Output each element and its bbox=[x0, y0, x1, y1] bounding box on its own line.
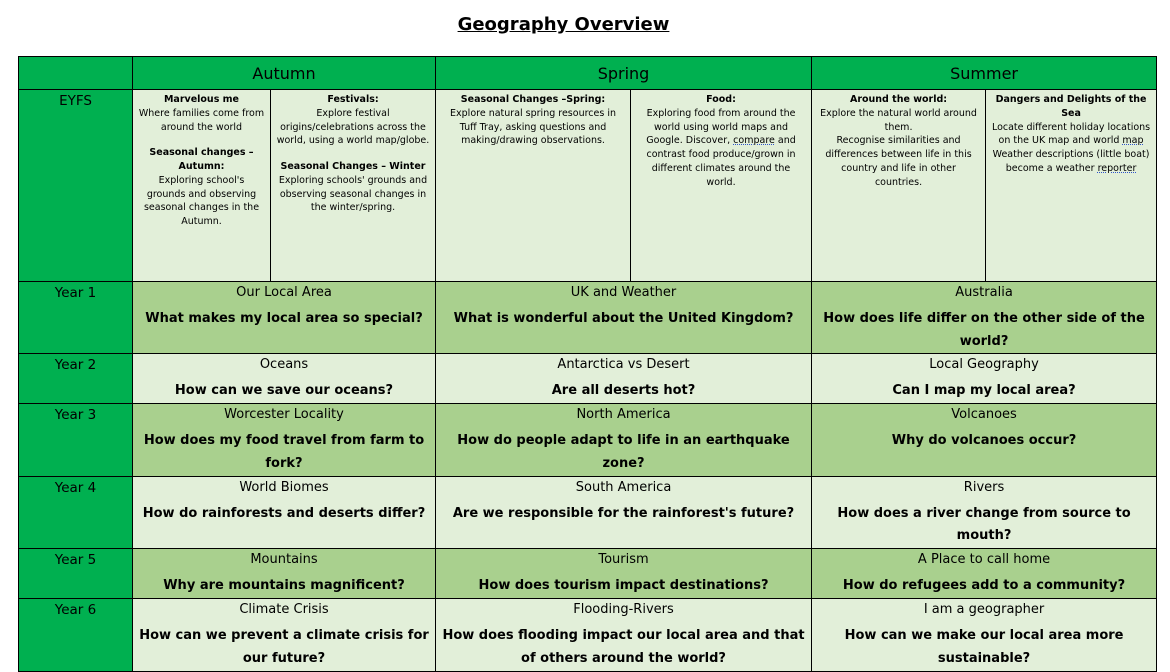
unit-topic: Climate Crisis bbox=[239, 602, 329, 618]
unit-topic: World Biomes bbox=[239, 479, 329, 495]
eyfs-text: Exploring food from around the world using world maps and Google. Discover, bbox=[646, 107, 796, 147]
eyfs-heading: Around the world: bbox=[849, 94, 948, 105]
unit-question: Are all deserts hot? bbox=[551, 383, 696, 399]
unit-question: How does my food travel from farm to fork? bbox=[143, 433, 425, 472]
eyfs-text: Locate different holiday locations on the UK map and world bbox=[991, 121, 1151, 147]
unit-topic: Tourism bbox=[598, 552, 649, 568]
eyfs-spring-2 bbox=[631, 90, 812, 282]
summer-unit bbox=[812, 404, 1157, 476]
eyfs-summer-1 bbox=[812, 90, 986, 282]
unit-question: How can we save our oceans? bbox=[174, 383, 394, 399]
unit-question: How does life differ on the other side of the world? bbox=[823, 310, 1145, 349]
corner-cell bbox=[19, 57, 133, 90]
unit-topic: South America bbox=[575, 479, 672, 495]
unit-topic: Volcanoes bbox=[951, 407, 1017, 423]
unit-topic: Australia bbox=[955, 285, 1013, 300]
summer-unit bbox=[812, 282, 1157, 354]
eyfs-heading: Marvelous me bbox=[163, 94, 240, 105]
summer-unit bbox=[812, 354, 1157, 404]
year-label-eyfs: EYFS bbox=[19, 90, 133, 282]
unit-question: Why do volcanoes occur? bbox=[891, 433, 1077, 449]
summer-unit bbox=[812, 549, 1157, 599]
spring-unit bbox=[436, 599, 812, 671]
eyfs-text-reporter: reporter bbox=[1097, 162, 1137, 174]
geography-overview-table bbox=[18, 56, 1157, 672]
unit-topic: Worcester Locality bbox=[224, 407, 344, 423]
unit-question: Why are mountains magnificent? bbox=[163, 578, 405, 594]
year-row bbox=[19, 282, 1157, 354]
eyfs-text: Exploring school's grounds and observing seasonal changes in the Autumn. bbox=[143, 174, 260, 228]
eyfs-text: Where families come from around the world bbox=[138, 107, 265, 133]
unit-topic: A Place to call home bbox=[917, 552, 1051, 568]
unit-question: What is wonderful about the United Kingdom? bbox=[453, 310, 794, 326]
eyfs-heading: Seasonal Changes – Winter bbox=[280, 161, 426, 173]
unit-topic: Antarctica vs Desert bbox=[557, 357, 690, 373]
year-row bbox=[19, 404, 1157, 476]
unit-topic: North America bbox=[576, 407, 671, 423]
eyfs-text: Explore the natural world around them. bbox=[820, 107, 977, 133]
unit-question: How does tourism impact destinations? bbox=[478, 578, 769, 594]
eyfs-text-map: map bbox=[1122, 135, 1144, 147]
autumn-unit bbox=[133, 282, 436, 354]
header-summer: Summer bbox=[812, 57, 1157, 90]
year-row bbox=[19, 476, 1157, 548]
summer-unit bbox=[812, 476, 1157, 548]
unit-topic: Rivers bbox=[963, 479, 1005, 495]
year-label: Year 4 bbox=[19, 476, 133, 548]
eyfs-heading: Dangers and Delights of the Sea bbox=[995, 94, 1147, 119]
year-label: Year 2 bbox=[19, 354, 133, 404]
year-row bbox=[19, 549, 1157, 599]
eyfs-autumn-1 bbox=[133, 90, 271, 282]
eyfs-text: Weather descriptions (little boat) become a weather bbox=[992, 149, 1150, 174]
unit-topic: I am a geographer bbox=[923, 602, 1045, 618]
autumn-unit bbox=[133, 549, 436, 599]
unit-topic: Local Geography bbox=[929, 357, 1039, 373]
eyfs-autumn-2 bbox=[271, 90, 436, 282]
spring-unit bbox=[436, 549, 812, 599]
year-label: Year 3 bbox=[19, 404, 133, 476]
eyfs-heading: Seasonal changes – Autumn: bbox=[149, 147, 254, 173]
spring-unit bbox=[436, 404, 812, 476]
unit-question: Can I map my local area? bbox=[892, 383, 1076, 399]
unit-question: How does a river change from source to mouth? bbox=[837, 505, 1131, 544]
eyfs-text-compare: compare bbox=[733, 135, 775, 147]
autumn-unit bbox=[133, 404, 436, 476]
header-row bbox=[19, 57, 1157, 90]
unit-question: How do refugees add to a community? bbox=[842, 578, 1126, 594]
eyfs-spring-1 bbox=[436, 90, 631, 282]
eyfs-text: Exploring schools' grounds and observing seasonal changes in the winter/spring. bbox=[278, 174, 428, 214]
header-autumn: Autumn bbox=[133, 57, 436, 90]
eyfs-text: Recognise similarities and differences between life in this country and life in other countries. bbox=[825, 135, 972, 188]
unit-topic: Flooding-Rivers bbox=[573, 602, 674, 618]
spring-unit bbox=[436, 476, 812, 548]
year-row bbox=[19, 354, 1157, 404]
eyfs-text: and contrast food produce/grown in different climates around the world. bbox=[646, 135, 796, 188]
unit-topic: Our Local Area bbox=[236, 285, 332, 300]
autumn-unit bbox=[133, 599, 436, 671]
unit-question: How can we prevent a climate crisis for our future? bbox=[139, 628, 429, 666]
unit-question: What makes my local area so special? bbox=[145, 310, 423, 326]
page-title: Geography Overview bbox=[457, 14, 670, 35]
unit-question: Are we responsible for the rainforest's future? bbox=[452, 505, 795, 521]
eyfs-text: Explore festival origins/celebrations across the world, using a world map/globe. bbox=[276, 107, 430, 147]
unit-question: How do rainforests and deserts differ? bbox=[142, 505, 426, 521]
unit-topic: Oceans bbox=[259, 357, 309, 373]
header-spring: Spring bbox=[436, 57, 812, 90]
eyfs-heading: Seasonal Changes –Spring: bbox=[460, 94, 606, 105]
spring-unit bbox=[436, 282, 812, 354]
unit-topic: UK and Weather bbox=[570, 285, 677, 300]
unit-question: How can we make our local area more sustainable? bbox=[844, 628, 1124, 666]
autumn-unit bbox=[133, 476, 436, 548]
eyfs-heading: Festivals: bbox=[327, 94, 379, 105]
year-label: Year 1 bbox=[19, 282, 133, 354]
unit-question: How do people adapt to life in an earthquake zone? bbox=[457, 433, 790, 472]
summer-unit bbox=[812, 599, 1157, 671]
unit-question: How does flooding impact our local area and that of others around the world? bbox=[442, 628, 805, 666]
unit-topic: Mountains bbox=[250, 552, 318, 568]
eyfs-summer-2 bbox=[986, 90, 1157, 282]
autumn-unit bbox=[133, 354, 436, 404]
year-label: Year 6 bbox=[19, 599, 133, 671]
year-label: Year 5 bbox=[19, 549, 133, 599]
eyfs-row bbox=[19, 90, 1157, 282]
eyfs-text: Explore natural spring resources in Tuff Tray, asking questions and making/drawing observations. bbox=[450, 107, 616, 147]
eyfs-heading: Food: bbox=[706, 94, 736, 105]
year-row bbox=[19, 599, 1157, 671]
spring-unit bbox=[436, 354, 812, 404]
